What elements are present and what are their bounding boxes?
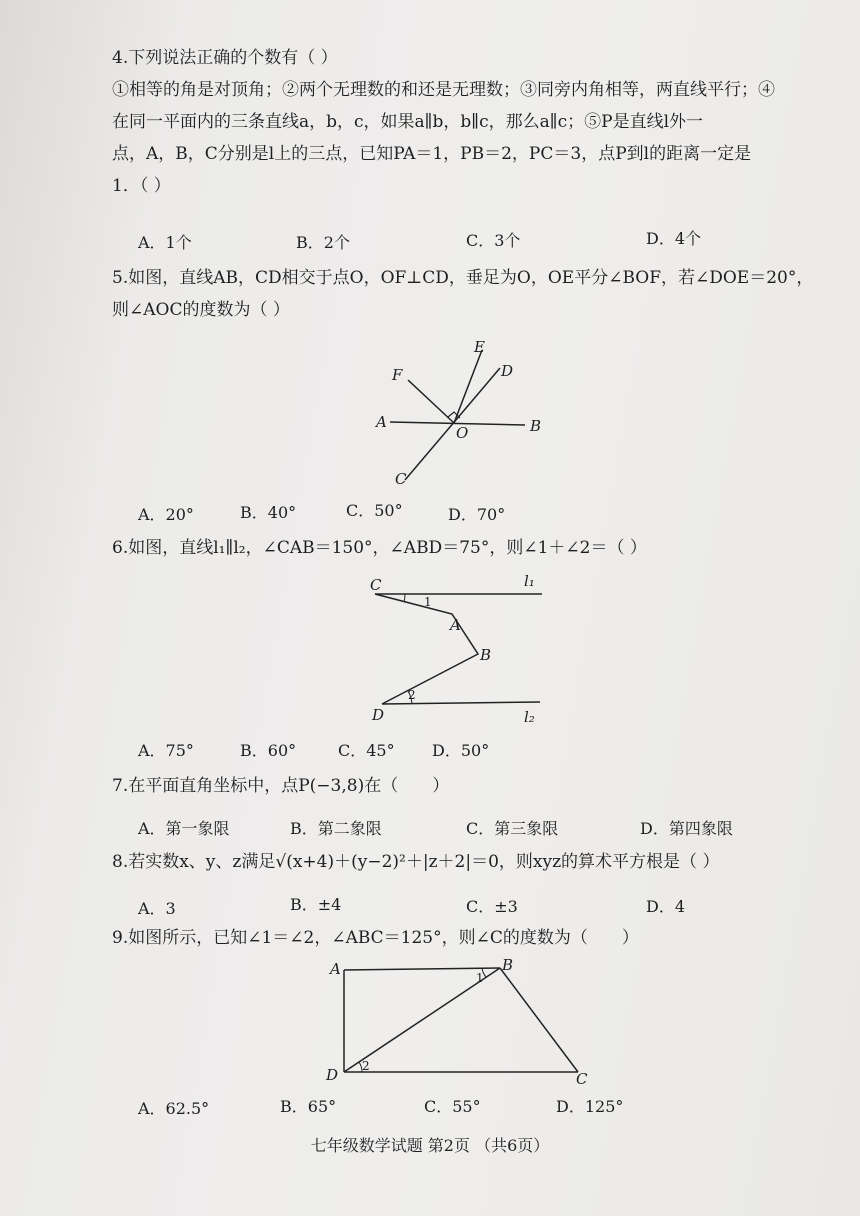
option-b: B．第二象限 <box>290 819 382 838</box>
question-6 <box>112 532 827 564</box>
question-9 <box>112 922 827 954</box>
question-6-figure <box>360 572 560 732</box>
question-5-line: 5.如图，直线AB，CD相交于点O，OF⊥CD，垂足为O，OE平分∠BOF，若∠DOE＝20°， <box>112 268 814 288</box>
question-8 <box>112 846 827 878</box>
option-c: C．45° <box>338 741 395 760</box>
figure-label: 2 <box>408 688 416 702</box>
ray-oe <box>454 350 482 423</box>
figure-label: C <box>395 470 407 488</box>
figure-label: D <box>501 362 514 380</box>
question-8-line: 8.若实数x、y、z满足√(x+4)＋(y−2)²＋|z＋2|＝0，则xyz的算术平方根是（ ） <box>112 852 720 872</box>
option-c: C．55° <box>424 1097 481 1116</box>
question-4-line: 4.下列说法正确的个数有（ ） <box>112 48 338 68</box>
figure-label: A <box>330 960 341 978</box>
figure-label: D <box>372 706 385 724</box>
option-a: A．20° <box>138 505 194 524</box>
option-a: A．第一象限 <box>138 819 230 838</box>
figure-label: O <box>456 424 469 442</box>
question-9-line: 9.如图所示，已知∠1＝∠2，∠ABC＝125°，则∠C的度数为（ ） <box>112 928 639 948</box>
question-4-line: 在同一平面内的三条直线a，b，c，如果a∥b，b∥c，那么a∥c；⑤P是直线l外一 <box>112 112 704 132</box>
option-b: B．2个 <box>296 233 350 252</box>
option-d: D．4 <box>646 897 686 916</box>
question-5 <box>112 262 827 326</box>
option-a: A．75° <box>138 741 194 760</box>
ray-of <box>408 380 454 423</box>
question-4-line: 点，A，B，C分别是l上的三点，已知PA＝1，PB＝2，PC＝3，点P到l的距离一定是 <box>112 144 752 164</box>
figure-label: 1 <box>476 971 484 985</box>
figure-label: E <box>474 338 485 356</box>
option-a: A．62.5° <box>138 1099 210 1118</box>
figure-label: B <box>502 958 514 974</box>
option-a: A．3 <box>138 899 176 918</box>
broken-line-cabd <box>375 594 478 704</box>
question-4-line: ①相等的角是对顶角；②两个无理数的和还是无理数；③同旁内角相等，两直线平行；④ <box>112 80 775 100</box>
figure-label: B <box>480 646 492 664</box>
option-a: A．1个 <box>138 233 192 252</box>
option-d: D．第四象限 <box>640 819 733 838</box>
question-7 <box>112 770 827 802</box>
figure-label: l₂ <box>524 708 535 726</box>
question-9-figure <box>320 958 600 1088</box>
option-b: B．±4 <box>290 895 342 914</box>
question-7-line: 7.在平面直角坐标中，点P(−3,8)在（ ） <box>112 776 450 796</box>
figure-label: B <box>530 417 542 435</box>
angle-1-arc <box>404 594 405 602</box>
question-4 <box>112 42 827 202</box>
figure-label: A <box>450 616 461 634</box>
option-b: B．65° <box>280 1097 337 1116</box>
segment-ab <box>344 968 500 970</box>
option-d: D．50° <box>432 741 490 760</box>
figure-label: l₁ <box>524 572 535 590</box>
option-d: D．4个 <box>646 229 702 248</box>
question-4-line: 1．（ ） <box>112 176 171 196</box>
question-5-figure <box>370 330 550 490</box>
figure-label: C <box>370 576 382 594</box>
question-6-line: 6.如图，直线l₁∥l₂，∠CAB＝150°，∠ABD＝75°，则∠1＋∠2＝（ ） <box>112 538 647 558</box>
figure-label: A <box>376 413 387 431</box>
question-5-line: 则∠AOC的度数为（ ） <box>112 300 290 320</box>
option-b: B．40° <box>240 503 297 522</box>
option-c: C．±3 <box>466 897 518 916</box>
figure-label: C <box>576 1070 588 1088</box>
figure-label: D <box>326 1066 339 1084</box>
figure-label: 2 <box>362 1059 370 1073</box>
option-c: C．50° <box>346 501 403 520</box>
option-d: D．70° <box>448 505 506 524</box>
option-d: D．125° <box>556 1097 624 1116</box>
option-c: C．3个 <box>466 231 521 250</box>
page-footer: 七年级数学试题 第2页 （共6页） <box>310 1136 550 1155</box>
option-c: C．第三象限 <box>466 819 559 838</box>
figure-label: 1 <box>424 595 432 609</box>
option-b: B．60° <box>240 741 297 760</box>
figure-label: F <box>392 366 403 384</box>
segment-bc <box>500 968 578 1072</box>
line-l2 <box>382 702 540 704</box>
